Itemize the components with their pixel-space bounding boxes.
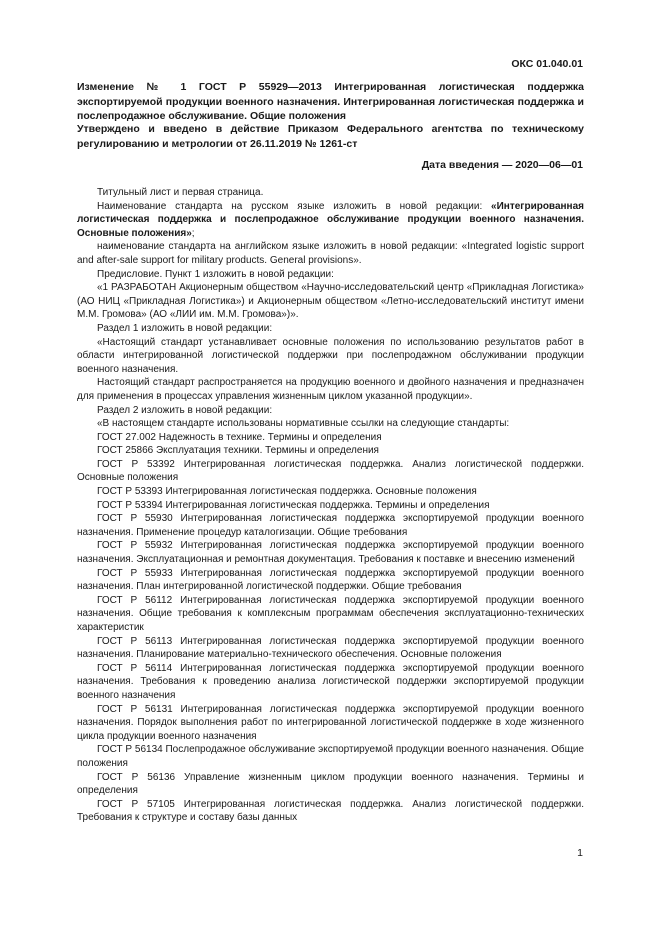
paragraph: «Настоящий стандарт устанавливает основные положения по использованию результатов работ в области интегрированной логистической поддержки при послепродажном обслуживании продукции военного назначения. (77, 336, 584, 375)
reference-item: ГОСТ Р 56134 Послепродажное обслуживание экспортируемой продукции военного назначения. Общие положения (77, 744, 584, 769)
reference-item: ГОСТ Р 55930 Интегрированная логистическая поддержка экспортируемой продукции военного назначения. Применение процедур каталогизации. Общие требования (77, 513, 584, 538)
paragraph: Раздел 2 изложить в новой редакции: (97, 404, 273, 416)
reference-item: ГОСТ Р 53393 Интегрированная логистическая поддержка. Основные положения (97, 486, 477, 498)
paragraph: наименование стандарта на английском языке изложить в новой редакции: «Integrated logistic support and after-sale support for military products. General provisions». (77, 241, 584, 266)
reference-item: ГОСТ Р 53392 Интегрированная логистическая поддержка. Анализ логистической поддержки. Основные положения (77, 458, 584, 484)
paragraph (77, 200, 584, 241)
paragraph: «В настоящем стандарте использованы нормативные ссылки на следующие стандарты: (97, 418, 510, 430)
reference-item: ГОСТ 25866 Эксплуатация техники. Термины и определения (97, 445, 379, 457)
reference-item: ГОСТ Р 56114 Интегрированная логистическая поддержка экспортируемой продукции военного назначения. Требования к проведению анализа логистической поддержки экспортируемой продукции военного назначения (77, 662, 584, 701)
paragraph: Титульный лист и первая страница. (97, 187, 264, 198)
standard-title-ru: «Интегрированная логистическая поддержка и послепродажное обслуживание продукции военного назначения. Основные положения» (77, 200, 584, 239)
introduction-date: Дата введения — 2020—06—01 (421, 159, 583, 171)
reference-item: ГОСТ Р 55932 Интегрированная логистическая поддержка экспортируемой продукции военного назначения. Эксплуатационная и ремонтная документация. Требования к поставке и внесению изменений (77, 540, 584, 566)
reference-item: ГОСТ Р 57105 Интегрированная логистическая поддержка. Анализ логистической поддержки. Требования к структуре и составу базы данных (77, 798, 584, 824)
page-number: 1 (577, 847, 583, 859)
reference-item: ГОСТ Р 53394 Интегрированная логистическая поддержка. Термины и определения (97, 499, 490, 511)
change-title: Изменение № 1 ГОСТ Р 55929—2013 Интегрированная логистическая поддержка экспортируемой продукции военного назначения. Интегрированная логистическая поддержка и послепродажное обслуживание. Общие положения (77, 81, 584, 122)
reference-item: ГОСТ Р 56112 Интегрированная логистическая поддержка экспортируемой продукции военного назначения. Общие требования к комплексным программам обеспечения эксплуатационно-технических характеристик (77, 594, 584, 633)
reference-item: ГОСТ Р 55933 Интегрированная логистическая поддержка экспортируемой продукции военного назначения. План интегрированной логистической поддержки. Общие требования (77, 567, 584, 593)
paragraph: Раздел 1 изложить в новой редакции: (97, 322, 273, 334)
approval-statement: Утверждено и введено в действие Приказом Федерального агентства по техническому регулированию и метрологии от 26.11.2019 № 1261-ст (77, 123, 584, 150)
reference-item: ГОСТ Р 56136 Управление жизненным циклом продукции военного назначения. Термины и определения (77, 771, 584, 797)
document-body (77, 186, 584, 825)
paragraph-text: Наименование стандарта на русском языке изложить в новой редакции: (97, 200, 492, 212)
reference-item: ГОСТ Р 56131 Интегрированная логистическая поддержка экспортируемой продукции военного назначения. Порядок выполнения работ по интегрированной логистической поддержке в ходе жизненного цикла продукции военного назначения (77, 703, 584, 742)
paragraph-text: ; (191, 227, 195, 239)
reference-item: ГОСТ Р 56113 Интегрированная логистическая поддержка экспортируемой продукции военного назначения. Планирование материально-технического обеспечения. Основные положения (77, 635, 584, 661)
paragraph: Настоящий стандарт распространяется на продукцию военного и двойного назначения и предназначен для применения в процессах управления жизненным циклом указанной продукции». (77, 377, 584, 402)
reference-item: ГОСТ 27.002 Надежность в технике. Термины и определения (97, 431, 382, 443)
paragraph: «1 РАЗРАБОТАН Акционерным обществом «Научно-исследовательский центр «Прикладная Логистика» (АО НИЦ «Прикладная Логистика») и Акционерным обществом «Летно-исследовательский институт имени М.М. Громова» (АО «ЛИИ им. М.М. Громова»)». (77, 282, 584, 321)
paragraph: Предисловие. Пункт 1 изложить в новой редакции: (97, 268, 334, 280)
okc-code: ОКС 01.040.01 (511, 58, 583, 70)
